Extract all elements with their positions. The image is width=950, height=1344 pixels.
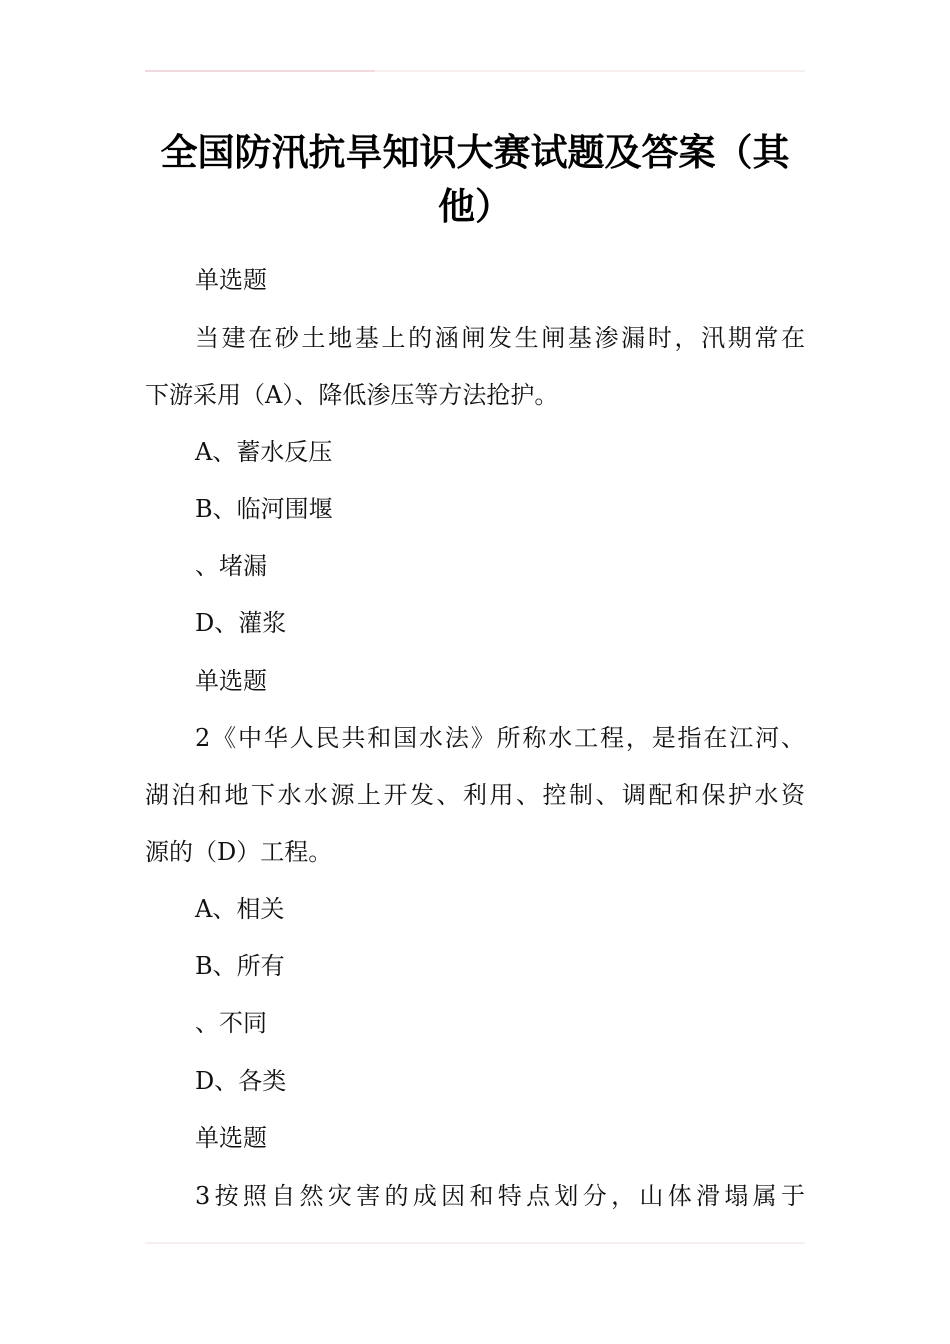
footer-rule bbox=[145, 1242, 805, 1244]
answer-option: A、蓄水反压 bbox=[195, 438, 333, 466]
answer-option: 、不同 bbox=[195, 1009, 267, 1037]
document-title: 全国防汛抗旱知识大赛试题及答案（其他） bbox=[160, 131, 790, 228]
answer-option: A、相关 bbox=[195, 895, 285, 923]
question-stem-line: 2《中华人民共和国水法》所称水工程，是指在江河、 bbox=[195, 724, 805, 752]
question-type-label: 单选题 bbox=[195, 1124, 267, 1152]
question-stem-line: 源的（D）工程。 bbox=[145, 838, 333, 866]
question-stem-line: 下游采用（A）、降低渗压等方法抢护。 bbox=[145, 381, 559, 409]
header-rule-accent bbox=[145, 70, 375, 72]
header-rule bbox=[145, 70, 805, 72]
answer-option: 、堵漏 bbox=[195, 552, 267, 580]
question-stem-line: 当建在砂土地基上的涵闸发生闸基渗漏时，汛期常在 bbox=[195, 324, 805, 352]
question-stem-line: 湖泊和地下水水源上开发、利用、控制、调配和保护水资 bbox=[145, 781, 805, 809]
answer-option: B、所有 bbox=[195, 952, 285, 980]
question-type-label: 单选题 bbox=[195, 266, 267, 294]
question-type-label: 单选题 bbox=[195, 667, 267, 695]
answer-option: D、灌浆 bbox=[195, 609, 287, 637]
answer-option: D、各类 bbox=[195, 1067, 287, 1095]
answer-option: B、临河围堰 bbox=[195, 495, 333, 523]
question-stem-line: 3按照自然灾害的成因和特点划分，山体滑塌属于 bbox=[195, 1182, 805, 1210]
